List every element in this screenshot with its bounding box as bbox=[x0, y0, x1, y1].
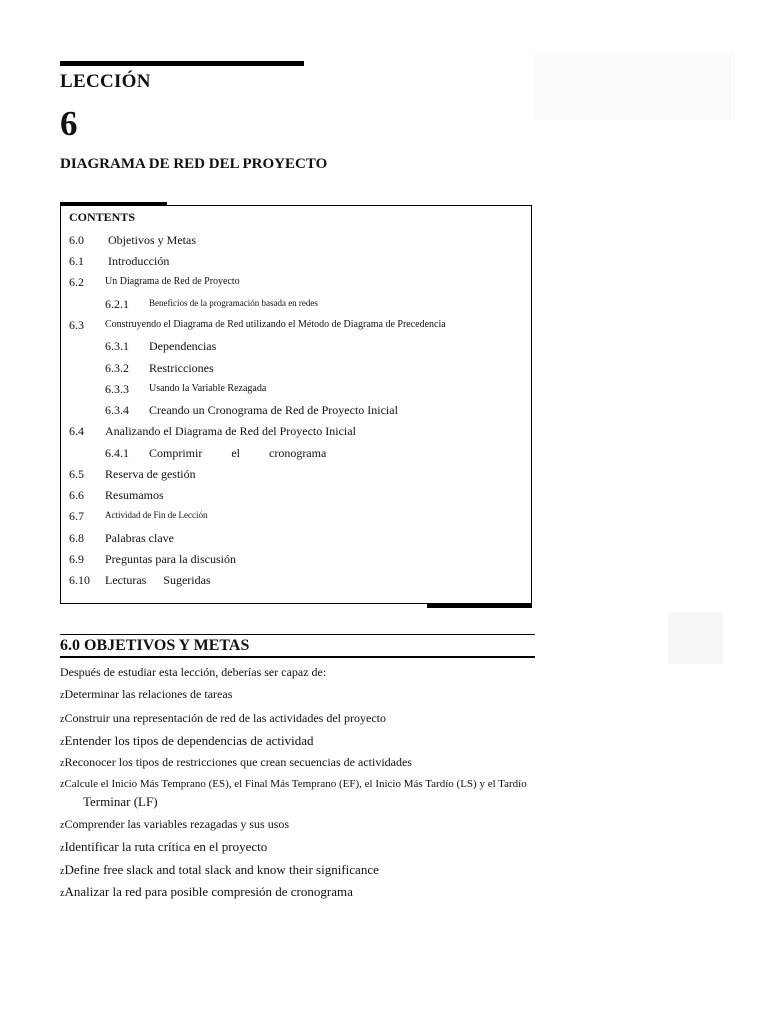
toc-entry-number: 6.1 bbox=[69, 254, 84, 268]
objective-item bbox=[60, 687, 232, 702]
toc-entry-number: 6.7 bbox=[69, 509, 84, 523]
toc-entry-label: Analizando el Diagrama de Red del Proyecto Inicial bbox=[105, 424, 356, 438]
objective-item bbox=[60, 755, 412, 770]
toc-entry-number: 6.2 bbox=[69, 275, 84, 289]
toc-entry-label: Lecturas Sugeridas bbox=[105, 573, 211, 587]
section-title: 6.0 OBJETIVOS Y METAS bbox=[60, 637, 250, 654]
objective-text: Comprender las variables rezagadas y sus usos bbox=[64, 817, 290, 831]
objective-text: Reconocer los tipos de restricciones que crean secuencias de actividades bbox=[64, 755, 412, 769]
toc-entry-number: 6.6 bbox=[69, 488, 84, 502]
lesson-number: 6 bbox=[60, 104, 78, 143]
top-rule bbox=[60, 61, 304, 66]
objective-text: Analizar la red para posible compresión de cronograma bbox=[64, 884, 353, 899]
lesson-label: LECCIÓN bbox=[60, 71, 151, 92]
toc-entry-label: Reserva de gestión bbox=[105, 467, 196, 481]
section-rule-bottom bbox=[60, 656, 535, 658]
toc-heading: CONTENTS bbox=[69, 210, 136, 224]
toc-entry-number: 6.0 bbox=[69, 233, 84, 247]
bullet-glyph: z bbox=[60, 888, 65, 899]
toc-entry-label: Un Diagrama de Red de Proyecto bbox=[105, 276, 240, 287]
objective-text: Construir una representación de red de las actividades del proyecto bbox=[64, 711, 386, 725]
bullet-glyph: z bbox=[60, 758, 65, 769]
toc-entry-number: 6.3.4 bbox=[105, 403, 129, 417]
toc-entry-number: 6.3.1 bbox=[105, 339, 129, 353]
toc-bottom-accent bbox=[427, 603, 532, 608]
toc-entry-label: Comprimir el cronograma bbox=[149, 446, 327, 460]
faint-background-block bbox=[535, 52, 735, 120]
toc-entry-number: 6.8 bbox=[69, 531, 84, 545]
toc-entry-label: Preguntas para la discusión bbox=[105, 552, 236, 566]
toc-entry-label: Restricciones bbox=[149, 361, 214, 375]
objective-item bbox=[60, 711, 386, 726]
toc-entry-number: 6.5 bbox=[69, 467, 84, 481]
toc-entry-label: Palabras clave bbox=[105, 531, 174, 545]
objective-continuation: Terminar (LF) bbox=[83, 794, 158, 809]
toc-entry-number: 6.2.1 bbox=[105, 297, 129, 311]
toc-entry-number: 6.3.2 bbox=[105, 361, 129, 375]
toc-entry-number: 6.10 bbox=[69, 573, 90, 587]
bullet-glyph: z bbox=[60, 737, 65, 748]
lesson-title: DIAGRAMA DE RED DEL PROYECTO bbox=[60, 156, 328, 172]
objective-text: Identificar la ruta crítica en el proyecto bbox=[64, 839, 268, 854]
section-intro: Después de estudiar esta lección, deberías ser capaz de: bbox=[60, 665, 327, 679]
toc-entry-label: Dependencias bbox=[149, 339, 217, 353]
toc-entry-number: 6.3 bbox=[69, 318, 84, 332]
toc-entry-number: 6.3.3 bbox=[105, 382, 129, 396]
objective-item bbox=[60, 862, 379, 878]
objective-item bbox=[60, 778, 527, 790]
toc-entry-label: Usando la Variable Rezagada bbox=[149, 383, 267, 394]
section-rule-top bbox=[60, 634, 535, 635]
bullet-glyph: z bbox=[60, 843, 65, 854]
toc-entry-label: Beneficios de la programación basada en redes bbox=[149, 298, 318, 308]
faint-background-block bbox=[668, 612, 723, 664]
toc-entry-label: Resumamos bbox=[105, 488, 164, 502]
toc-entry-label: Creando un Cronograma de Red de Proyecto Inicial bbox=[149, 403, 398, 417]
toc-entry-number: 6.9 bbox=[69, 552, 84, 566]
toc-entry-label: Actividad de Fin de Lección bbox=[105, 510, 208, 520]
objective-text: Calcule el Inicio Más Temprano (ES), el Final Más Temprano (EF), el Inicio Más Tardío (LS) y el Tardío bbox=[64, 778, 527, 790]
toc-entry-label: Construyendo el Diagrama de Red utilizando el Método de Diagrama de Precedencia bbox=[105, 319, 446, 330]
toc-entry-number: 6.4 bbox=[69, 424, 84, 438]
bullet-glyph: z bbox=[60, 690, 65, 701]
toc-entry-label: Objetivos y Metas bbox=[108, 233, 196, 247]
bullet-glyph: z bbox=[60, 866, 65, 877]
bullet-glyph: z bbox=[60, 714, 65, 725]
objective-text: Entender los tipos de dependencias de actividad bbox=[64, 733, 314, 748]
bullet-glyph: z bbox=[60, 779, 65, 790]
objective-text: Determinar las relaciones de tareas bbox=[64, 687, 233, 701]
toc-entry-number: 6.4.1 bbox=[105, 446, 129, 460]
bullet-glyph: z bbox=[60, 820, 65, 831]
objective-item bbox=[60, 839, 267, 855]
objective-item bbox=[60, 884, 353, 900]
objective-item bbox=[60, 733, 314, 749]
objective-item bbox=[60, 817, 289, 832]
toc-entry-label: Introducción bbox=[108, 254, 170, 268]
objective-text: Define free slack and total slack and know their significance bbox=[64, 862, 379, 877]
